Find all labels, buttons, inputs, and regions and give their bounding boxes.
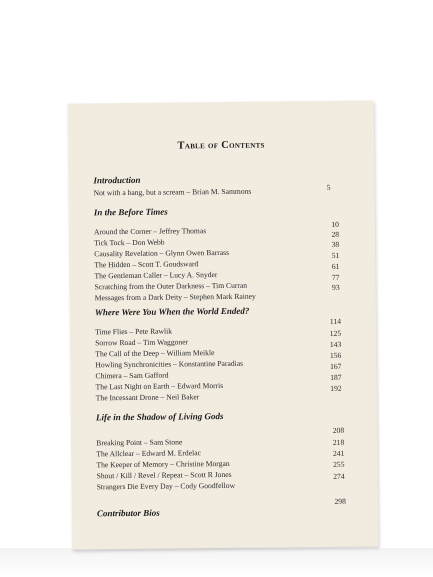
toc-page-number: 274 — [333, 471, 345, 481]
toc-entry: Breaking Point – Sam Stone — [96, 437, 183, 448]
toc-entry: The Incessant Drone – Neil Baker — [95, 392, 200, 403]
section-heading: Life in the Shadow of Living Gods — [95, 411, 224, 423]
toc-page-number: 10 — [331, 219, 339, 229]
toc-page-number: 143 — [329, 339, 342, 349]
toc-entry: Shout / Kill / Revel / Repeat – Scott R Jones — [96, 469, 232, 481]
toc-entry: Causality Revelation – Glynn Owen Barrass — [94, 247, 230, 259]
toc-page-number: 241 — [332, 448, 345, 458]
toc-entry: Howling Synchronicities – Konstantine Paradias — [95, 358, 244, 370]
toc-entry: The Hidden – Scott T. Goudsward — [94, 259, 199, 270]
toc-entry: Chimera – Sam Gafford — [95, 370, 169, 381]
toc-entry: Messages from a Dark Deity – Stephen Mark Rainey — [94, 291, 256, 303]
toc-entry: Tick Tock – Don Webb — [94, 237, 165, 248]
toc-page-number: 77 — [331, 272, 340, 282]
toc-page-number: 125 — [329, 328, 342, 338]
page-title: Table of Contents — [177, 139, 265, 152]
toc-entry: The Allclear – Edward M. Erdelac — [96, 448, 201, 459]
section-heading: Contributor Bios — [96, 507, 160, 519]
toc-page-number: 28 — [331, 229, 340, 239]
toc-page-number: 114 — [329, 316, 342, 326]
toc-page-number: 255 — [333, 459, 345, 469]
toc-page-number: 167 — [330, 361, 342, 371]
toc-entry: Around the Corner – Jeffrey Thomas — [93, 226, 207, 237]
toc-entry: The Last Night on Earth – Edward Morris — [95, 381, 224, 392]
toc-page-number: 218 — [332, 437, 345, 447]
section-heading: In the Before Times — [93, 206, 168, 218]
toc-entry: Strangers Die Every Day – Cody Goodfellow — [96, 480, 236, 492]
toc-page-number: 93 — [331, 282, 340, 292]
book-page — [68, 100, 379, 549]
toc-entry: Not with a bang, but a scream – Brian M. Sammons — [93, 186, 252, 198]
section-heading: Introduction — [93, 174, 141, 186]
table-shadow — [0, 548, 433, 577]
toc-entry: The Gentleman Caller – Lucy A. Snyder — [94, 270, 218, 281]
toc-entry: Time Flies – Pete Rawlik — [95, 326, 173, 337]
toc-entry: The Call of the Deep – William Meikle — [95, 348, 215, 359]
toc-page-number: 298 — [334, 496, 346, 506]
toc-page-number: 38 — [331, 239, 340, 249]
toc-page-number: 192 — [330, 383, 342, 393]
toc-page-number: 156 — [329, 350, 342, 360]
toc-entry: The Keeper of Memory – Christine Morgan — [96, 458, 230, 470]
toc-page-number: 5 — [326, 182, 331, 192]
toc-entry: Scratching from the Outer Darkness – Tim Curran — [94, 280, 248, 292]
toc-page-number: 187 — [330, 372, 342, 382]
toc-page-number: 208 — [332, 425, 345, 435]
toc-page-number: 61 — [331, 261, 340, 271]
toc-page-number: 51 — [331, 250, 340, 260]
section-heading: Where Were You When the World Ended? — [94, 305, 250, 318]
toc-entry: Sorrow Road – Tim Waggoner — [95, 337, 189, 348]
